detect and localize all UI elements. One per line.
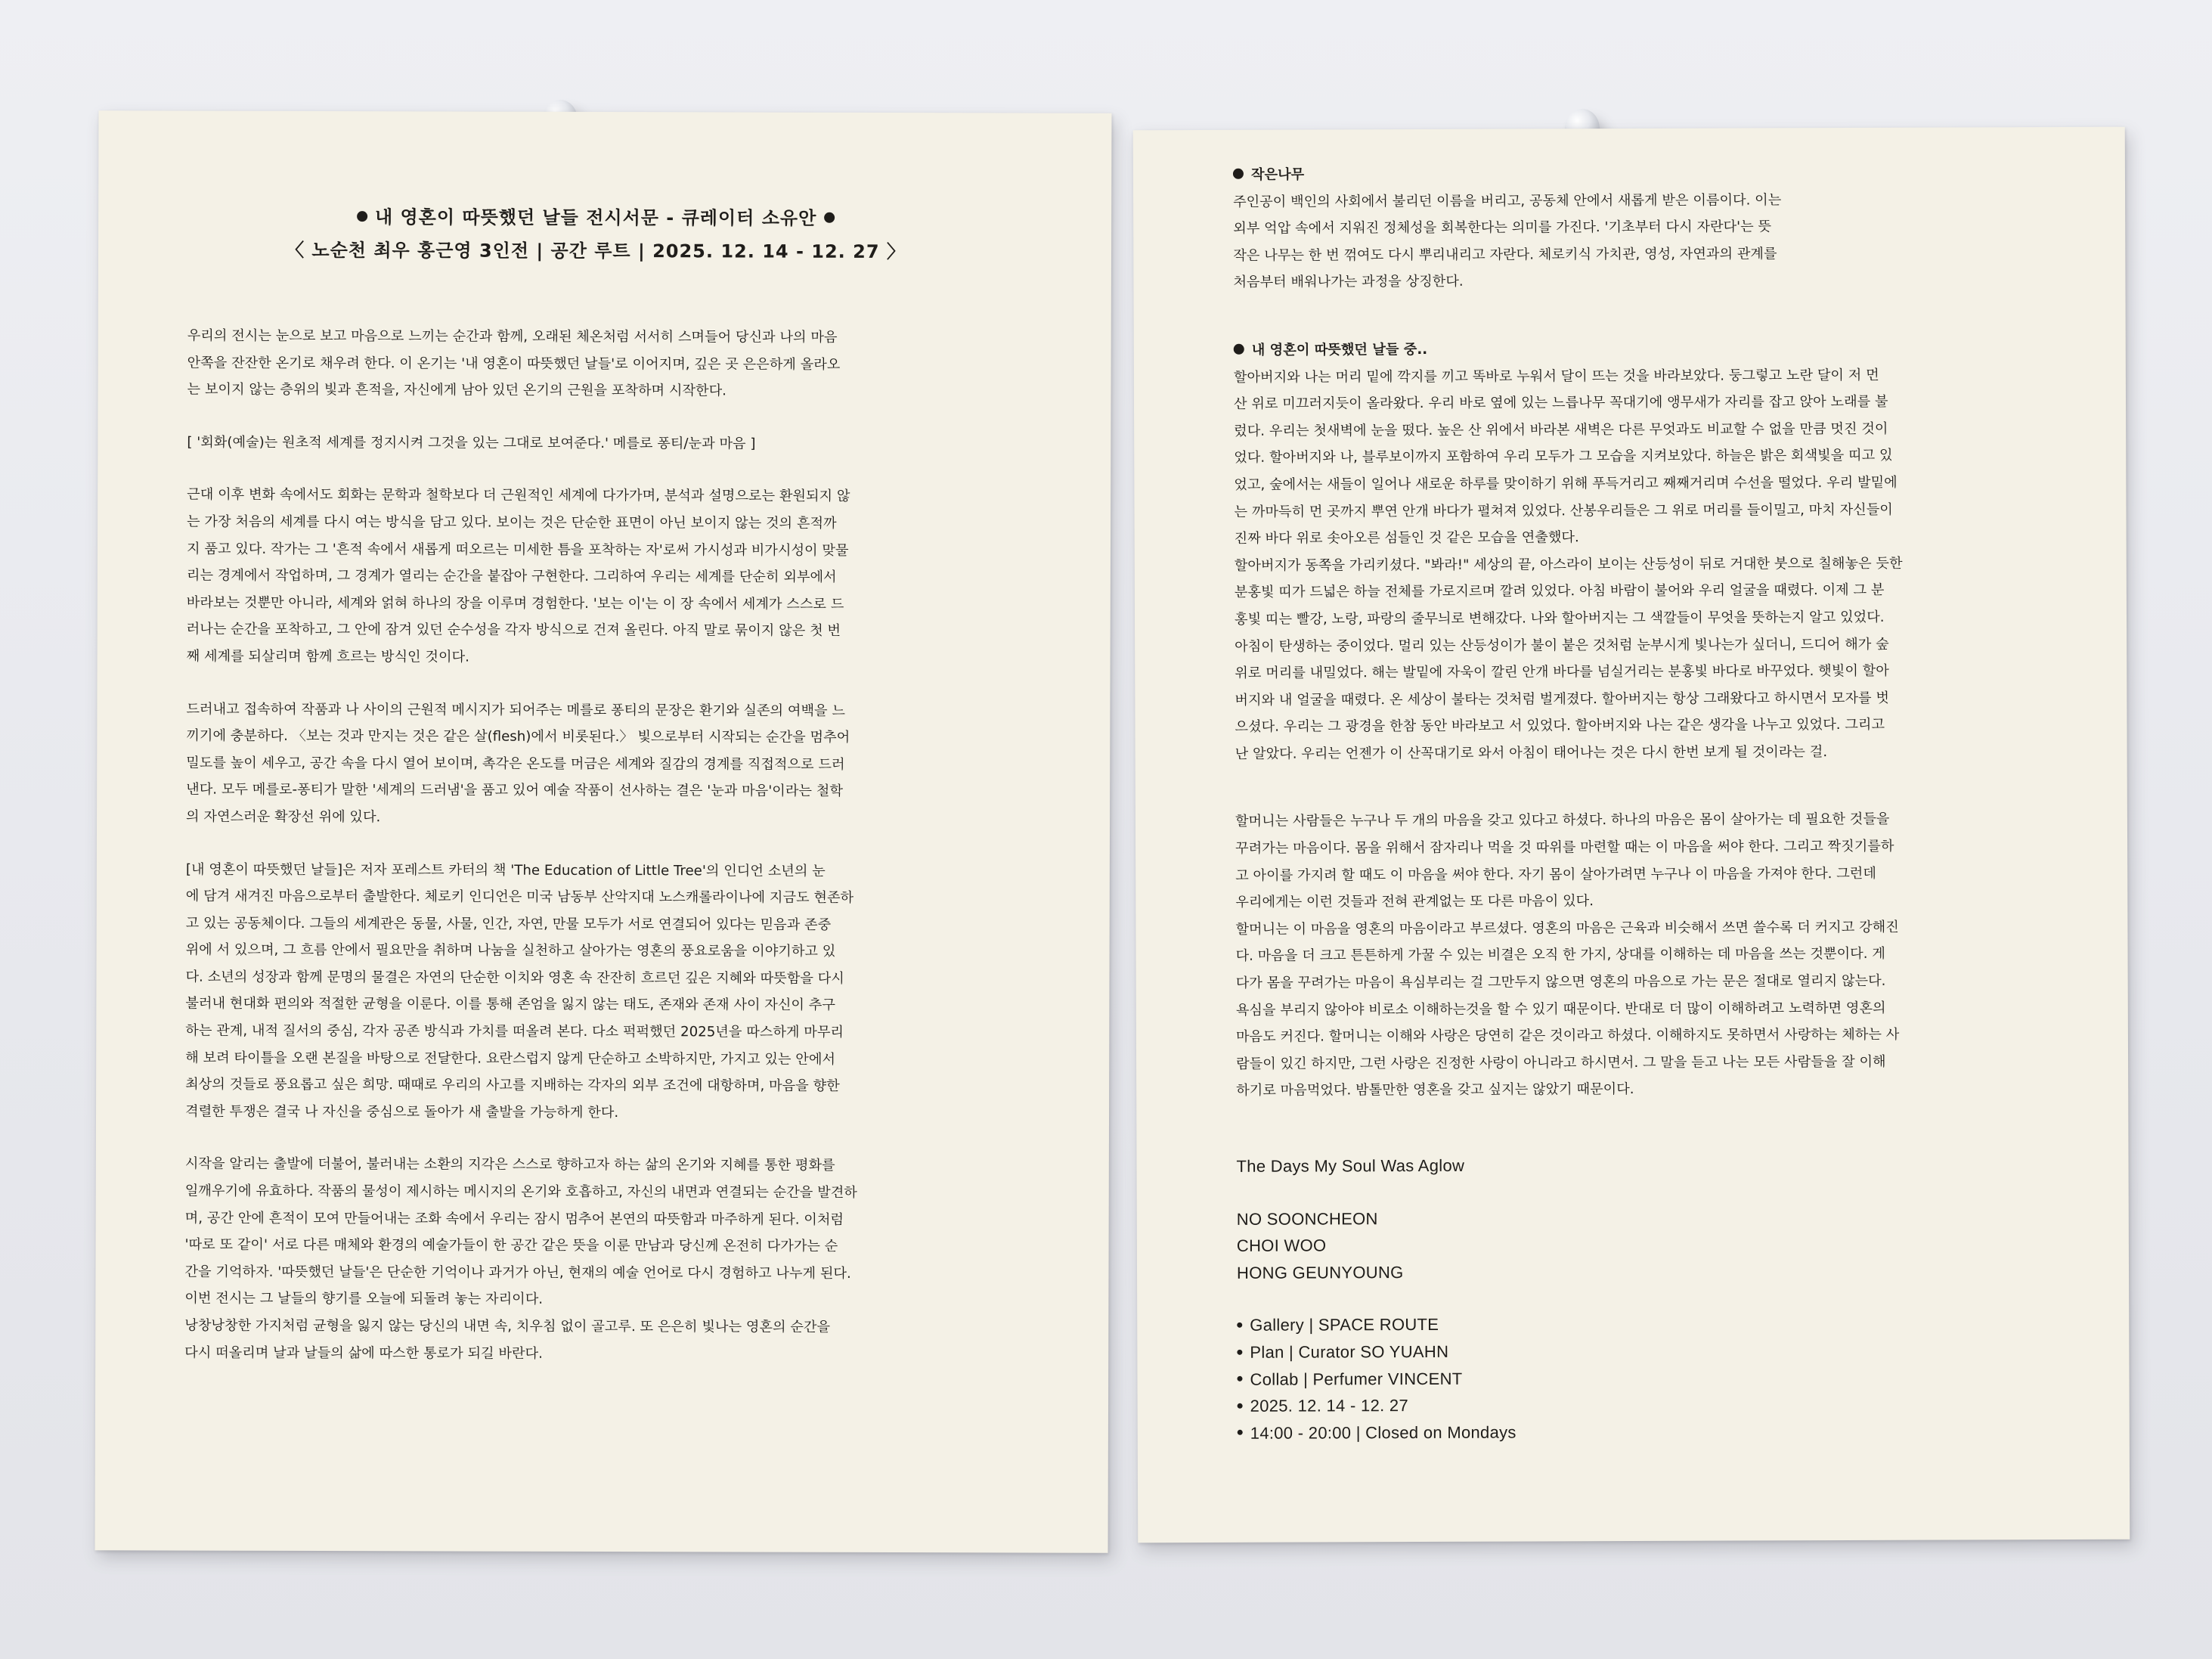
bullet-icon xyxy=(1238,1403,1243,1409)
paragraph-painting: 근대 이후 변화 속에서도 회화는 문학과 철학보다 더 근원적인 세계에 다가가며, 분석과 설명으로는 환원되지 않 는 가장 처음의 세계를 다시 여는 방식을 담고 있다. 보이는 것은 단순한 표면이 아닌 보이지 않는 것의 흔적까 지 품고 있다. 작가는 그 '흔적 속에서 새롭게 떠오르는 미세한 틈을 포착하는 자'로써 가시성과 비가시성이 맞물 리는 경계에서 작업하며, 그 경계가 열리는 순간을 붙잡아 구현한다. 그리하여 우리는 세계를 단순히 외부에서 바라보는 것뿐만 아니라, 세계와 얽혀 하나의 장을 이루며 경험한다. '보는 이'는 이 장 속에서 세계가 스스로 드 러나는 순간을 포착하고, 그 안에 잠겨 있던 순수성을 각자 방식으로 건져 올린다. 아직 말로 묶이지 않은 첫 번 째 세계를 되살리며 함께 흐르는 방식인 것이다. xyxy=(186,486,850,665)
artist-name: HONG GEUNYOUNG xyxy=(1236,1262,1404,1282)
artist-name: CHOI WOO xyxy=(1236,1236,1327,1256)
exhibition-statement-sheet xyxy=(95,110,1112,1553)
paragraph-closing: 시작을 알리는 출발에 더불어, 불러내는 소환의 지각은 스스로 향하고자 하는 삶의 온기와 지혜를 통한 평화를 일깨우기에 유효하다. 작품의 물성이 제시하는 메시지의 온기와 호흡하고, 자신의 내면과 연결되는 순간을 발견하 며, 공간 안에 흔적이 모여 만들어내는 조화 속에서 우리는 잠시 멈추어 본연의 따뜻함과 마주하게 된다. 이처럼 '따로 또 같이' 서로 다른 매체와 환경의 예술가들이 한 공간 같은 뜻을 이룬 만남과 당신께 온전히 다가가는 순 간을 기억하자. '따뜻했던 날들'은 단순한 기억이나 과거가 아닌, 현재의 예술 언어로 다시 경험하고 나누게 된다. 이번 전시는 그 날들의 향기를 오늘에 되돌려 놓는 자리이다. 낭창낭창한 가지처럼 균형을 잃지 않는 당신의 내면 속, 치우침 없이 골고루. 또 은은히 빛나는 영혼의 순간을 다시 떠올리며 날과 날들의 삶에 따스한 통로가 되길 바란다. xyxy=(184,1155,857,1362)
section-title: 내 영혼이 따뜻했던 날들 중.. xyxy=(1234,334,2126,364)
bullet-icon xyxy=(1234,344,1244,355)
bullet-icon xyxy=(1238,1430,1243,1435)
bullet-icon xyxy=(1233,169,1244,179)
section-little-tree: 작은나무 주인공이 백인의 사회에서 불리던 이름을 버리고, 공동체 안에서 새롭게 받은 이름이다. 이는 외부 억압 속에서 지워진 정체성을 회복한다는 의미를 가진다. '기초부터 다시 자란다'는 뜻 작은 나무는 한 번 꺾여도 다시 뿌리내리고 자란다. 체로키식 가치관, 영성, 자연과의 관계를 처음부터 배워나가는 과정을 상징한다. xyxy=(1233,159,2126,296)
statement-title-block xyxy=(187,200,1004,269)
info-plan: Plan | Curator SO YUAHN xyxy=(1237,1336,2129,1366)
info-gallery: Gallery | SPACE ROUTE xyxy=(1237,1309,2129,1339)
section-two-minds: 할머니는 사람들은 누구나 두 개의 마음을 갖고 있다고 하셨다. 하나의 마음은 몸이 살아가는 데 필요한 것들을 꾸려가는 마음이다. 몸을 위해서 잠자리나 먹을 것 따위를 마련할 때는 이 마음을 써야 한다. 그리고 짝짓기를하 고 아이를 가지려 할 때도 이 마음을 써야 한다. 자기 몸이 살아가려면 누구나 이 마음을 가져야 한다. 그런데 우리에게는 이런 것들과 전혀 관계없는 또 다른 마음이 있다. 할머니는 이 마음을 영혼의 마음이라고 부르셨다. 영혼의 마음은 근육과 비슷해서 쓰면 쓸수록 더 커지고 강해진 다. 마음을 더 크고 튼튼하게 가꿀 수 있는 비결은 오직 한 가지, 상대를 이해하는 데 마음을 쓰는 것뿐이다. 게 다가 몸을 꾸려가는 마음이 욕심부리는 걸 그만두지 않으면 영혼의 마음으로 가는 문은 절대로 열리지 않는다. 욕심을 부리지 않아야 비로소 이해하는것을 할 수 있기 때문이다. 반대로 더 많이 이해하려고 노력하면 영혼의 마음도 커진다. 할머니는 이해와 사랑은 당연히 같은 것이라고 하셨다. 이해하지도 못하면서 사랑하는 체하는 사 람들이 있긴 하지만, 그런 사랑은 진정한 사랑이 아니라고 하시면서. 그 말을 듣고 나는 모든 사람들을 잘 이해 하기로 마음먹었다. 밤톨만한 영혼을 갖고 싶지는 않았기 때문이다. xyxy=(1235,811,1900,1099)
section-title: 작은나무 xyxy=(1233,159,2125,189)
info-dates: 2025. 12. 14 - 12. 27 xyxy=(1238,1390,2130,1420)
paragraph-flesh: 드러내고 접속하여 작품과 나 사이의 근원적 메시지가 되어주는 메를로 퐁티의 문장은 환기와 실존의 여백을 느 끼기에 충분하다. 〈보는 것과 만지는 것은 같은 살(flesh)에서 비롯된다.〉 빛으로부터 시작되는 순간을 멈추어 밀도를 높이 세우고, 공간 속을 다시 열어 보이며, 촉각은 온도를 머금은 세계와 질감의 경계를 직접적으로 드러 낸다. 모두 메를로-퐁티가 말한 '세계의 드러냄'을 품고 있어 예술 작품이 선사하는 결은 '눈과 마음'이라는 철학 의 자연스러운 확장선 위에 있다. xyxy=(186,701,850,826)
exhibition-info-list xyxy=(1237,1309,2130,1447)
bullet-icon xyxy=(357,211,367,222)
bullet-icon xyxy=(1237,1349,1242,1354)
artist-list xyxy=(1237,1202,2129,1286)
statement-title: 내 영혼이 따뜻했던 날들 전시서문 - 큐레이터 소유안 xyxy=(187,200,1004,236)
section-soul-days: 내 영혼이 따뜻했던 날들 중.. 할아버지와 나는 머리 밑에 깍지를 끼고 똑바로 누워서 달이 뜨는 것을 바라보았다. 둥그렇고 노란 달이 저 먼 산 위로 미끄러지듯이 올라왔다. 우리 바로 옆에 있는 느릅나무 꼭대기에 앵무새가 자리를 잡고 앉아 노래를 불 렀다. 우리는 첫새벽에 눈을 떴다. 높은 산 위에서 바라본 새벽은 다른 무엇과도 비교할 수 없을 만큼 멋진 것이 었다. 할아버지와 나, 블루보이까지 포함하여 우리 모두가 그 모습을 지켜보았다. 하늘은 밝은 회색빛을 띠고 있 었고, 숲에서는 새들이 일어나 새로운 하루를 맞이하기 위해 푸득거리고 째째거리며 수선을 떨었다. 우리 발밑에 는 까마득히 먼 곳까지 뿌연 안개 바다가 펼쳐져 있었다. 산봉우리들은 그 위로 머리를 들이밀고, 마치 자신들이 진짜 바다 위로 솟아오른 섬들인 것 같은 모습을 연출했다. 할아버지가 동쪽을 가리키셨다. "봐라!" 세상의 끝, 아스라이 보이는 산등성이 뒤로 거대한 붓으로 칠해놓은 듯한 분홍빛 띠가 드넓은 하늘 전체를 가로지르며 깔려 있었다. 아침 바람이 불어와 우리 얼굴을 때렸다. 이제 그 분 홍빛 띠는 빨강, 노랑, 파랑의 줄무늬로 변해갔다. 나와 할아버지는 그 색깔들이 무엇을 뜻하는지 알고 있었다. 아침이 탄생하는 중이었다. 멀리 있는 산등성이가 불이 붙은 것처럼 눈부시게 빛나는가 싶더니, 드디어 해가 숲 위로 머리를 내밀었다. 해는 발밑에 자욱이 깔린 안개 바다를 넘실거리는 분홍빛 바다로 바꾸었다. 햇빛이 할아 버지와 내 얼굴을 때렸다. 온 세상이 불타는 것처럼 벌게졌다. 할아버지는 항상 그래왔다고 하시면서 모자를 벗 으셨다. 우리는 그 광경을 한참 동안 바라보고 서 있었다. 할아버지와 나는 같은 생각을 나누고 있었다. 그리고 난 알았다. 우리는 언젠가 이 산꼭대기로 와서 아침이 태어나는 것은 다시 한번 보게 될 것이라는 걸. xyxy=(1234,334,2127,768)
paragraph-little-tree: [내 영혼이 따뜻했던 날들]은 저자 포레스트 카터의 책 'The Education of Little Tree'의 인디언 소년의 눈 에 담겨 새겨진 마음으로부터 출발한다. 체로키 인디언은 미국 남동부 산악지대 노스캐롤라이나에 지금도 현존하 고 있는 공동체이다. 그들의 세계관은 동물, 사물, 인간, 자연, 만물 모두가 서로 연결되어 있다는 믿음과 존중 위에 서 있으며, 그 흐름 안에서 필요만을 취하며 나눔을 실천하고 살아가는 영혼의 풍요로움을 이야기하고 있 다. 소년의 성장과 함께 문명의 물결은 자연의 단순한 이치와 영혼 속 잔잔히 흐르던 깊은 지혜와 따뜻함을 다시 불러내 현대화 편의와 적절한 균형을 이룬다. 이를 통해 존엄을 잃지 않는 태도, 존재와 존재 사이 자신이 추구 하는 관계, 내적 질서의 중심, 각자 공존 방식과 가치를 떠올려 본다. 다소 퍽퍽했던 2025년을 따스하게 마무리 해 보려 타이틀을 오랜 본질을 바탕으로 전달한다. 요란스럽지 않게 단순하고 소박하지만, 가지고 있는 안에서 최상의 것들로 풍요롭고 싶은 희망. 때때로 우리의 사고를 지배하는 각자의 외부 조건에 대항하며, 마음을 향한 격렬한 투쟁은 결국 나 자신을 중심으로 돌아가 새 출발을 가능하게 한다. xyxy=(185,861,854,1121)
bullet-icon xyxy=(1237,1323,1242,1328)
merleau-ponty-quote: [ '회화(예술)는 원초적 세계를 정지시켜 그것을 있는 그대로 보여준다.' 메를로 퐁티/눈과 마음 ] xyxy=(187,434,756,452)
info-collab: Collab | Perfumer VINCENT xyxy=(1237,1363,2129,1393)
info-hours: 14:00 - 20:00 | Closed on Mondays xyxy=(1238,1416,2130,1447)
english-exhibition-title: The Days My Soul Was Aglow xyxy=(1236,1155,1465,1176)
artist-name: NO SOONCHEON xyxy=(1236,1208,1378,1229)
statement-subtitle: 〈 노순천 최우 홍근영 3인전 | 공간 루트 | 2025. 12. 14 - 12. 27 〉 xyxy=(286,239,906,263)
bullet-icon xyxy=(1237,1376,1242,1381)
bullet-icon xyxy=(824,212,835,223)
paragraph-intro: 우리의 전시는 눈으로 보고 마음으로 느끼는 순간과 함께, 오래된 체온처럼 서서히 스며들어 당신과 나의 마음 안쪽을 잔잔한 온기로 채우려 한다. 이 온기는 '내 영혼이 따뜻했던 날들'로 이어지며, 깊은 곳 은은하게 올라오 는 보이지 않는 층위의 빛과 흔적을, 자신에게 남아 있던 온기의 근원을 포착하며 시작한다. xyxy=(187,327,841,399)
book-excerpt-sheet xyxy=(1133,127,2130,1543)
